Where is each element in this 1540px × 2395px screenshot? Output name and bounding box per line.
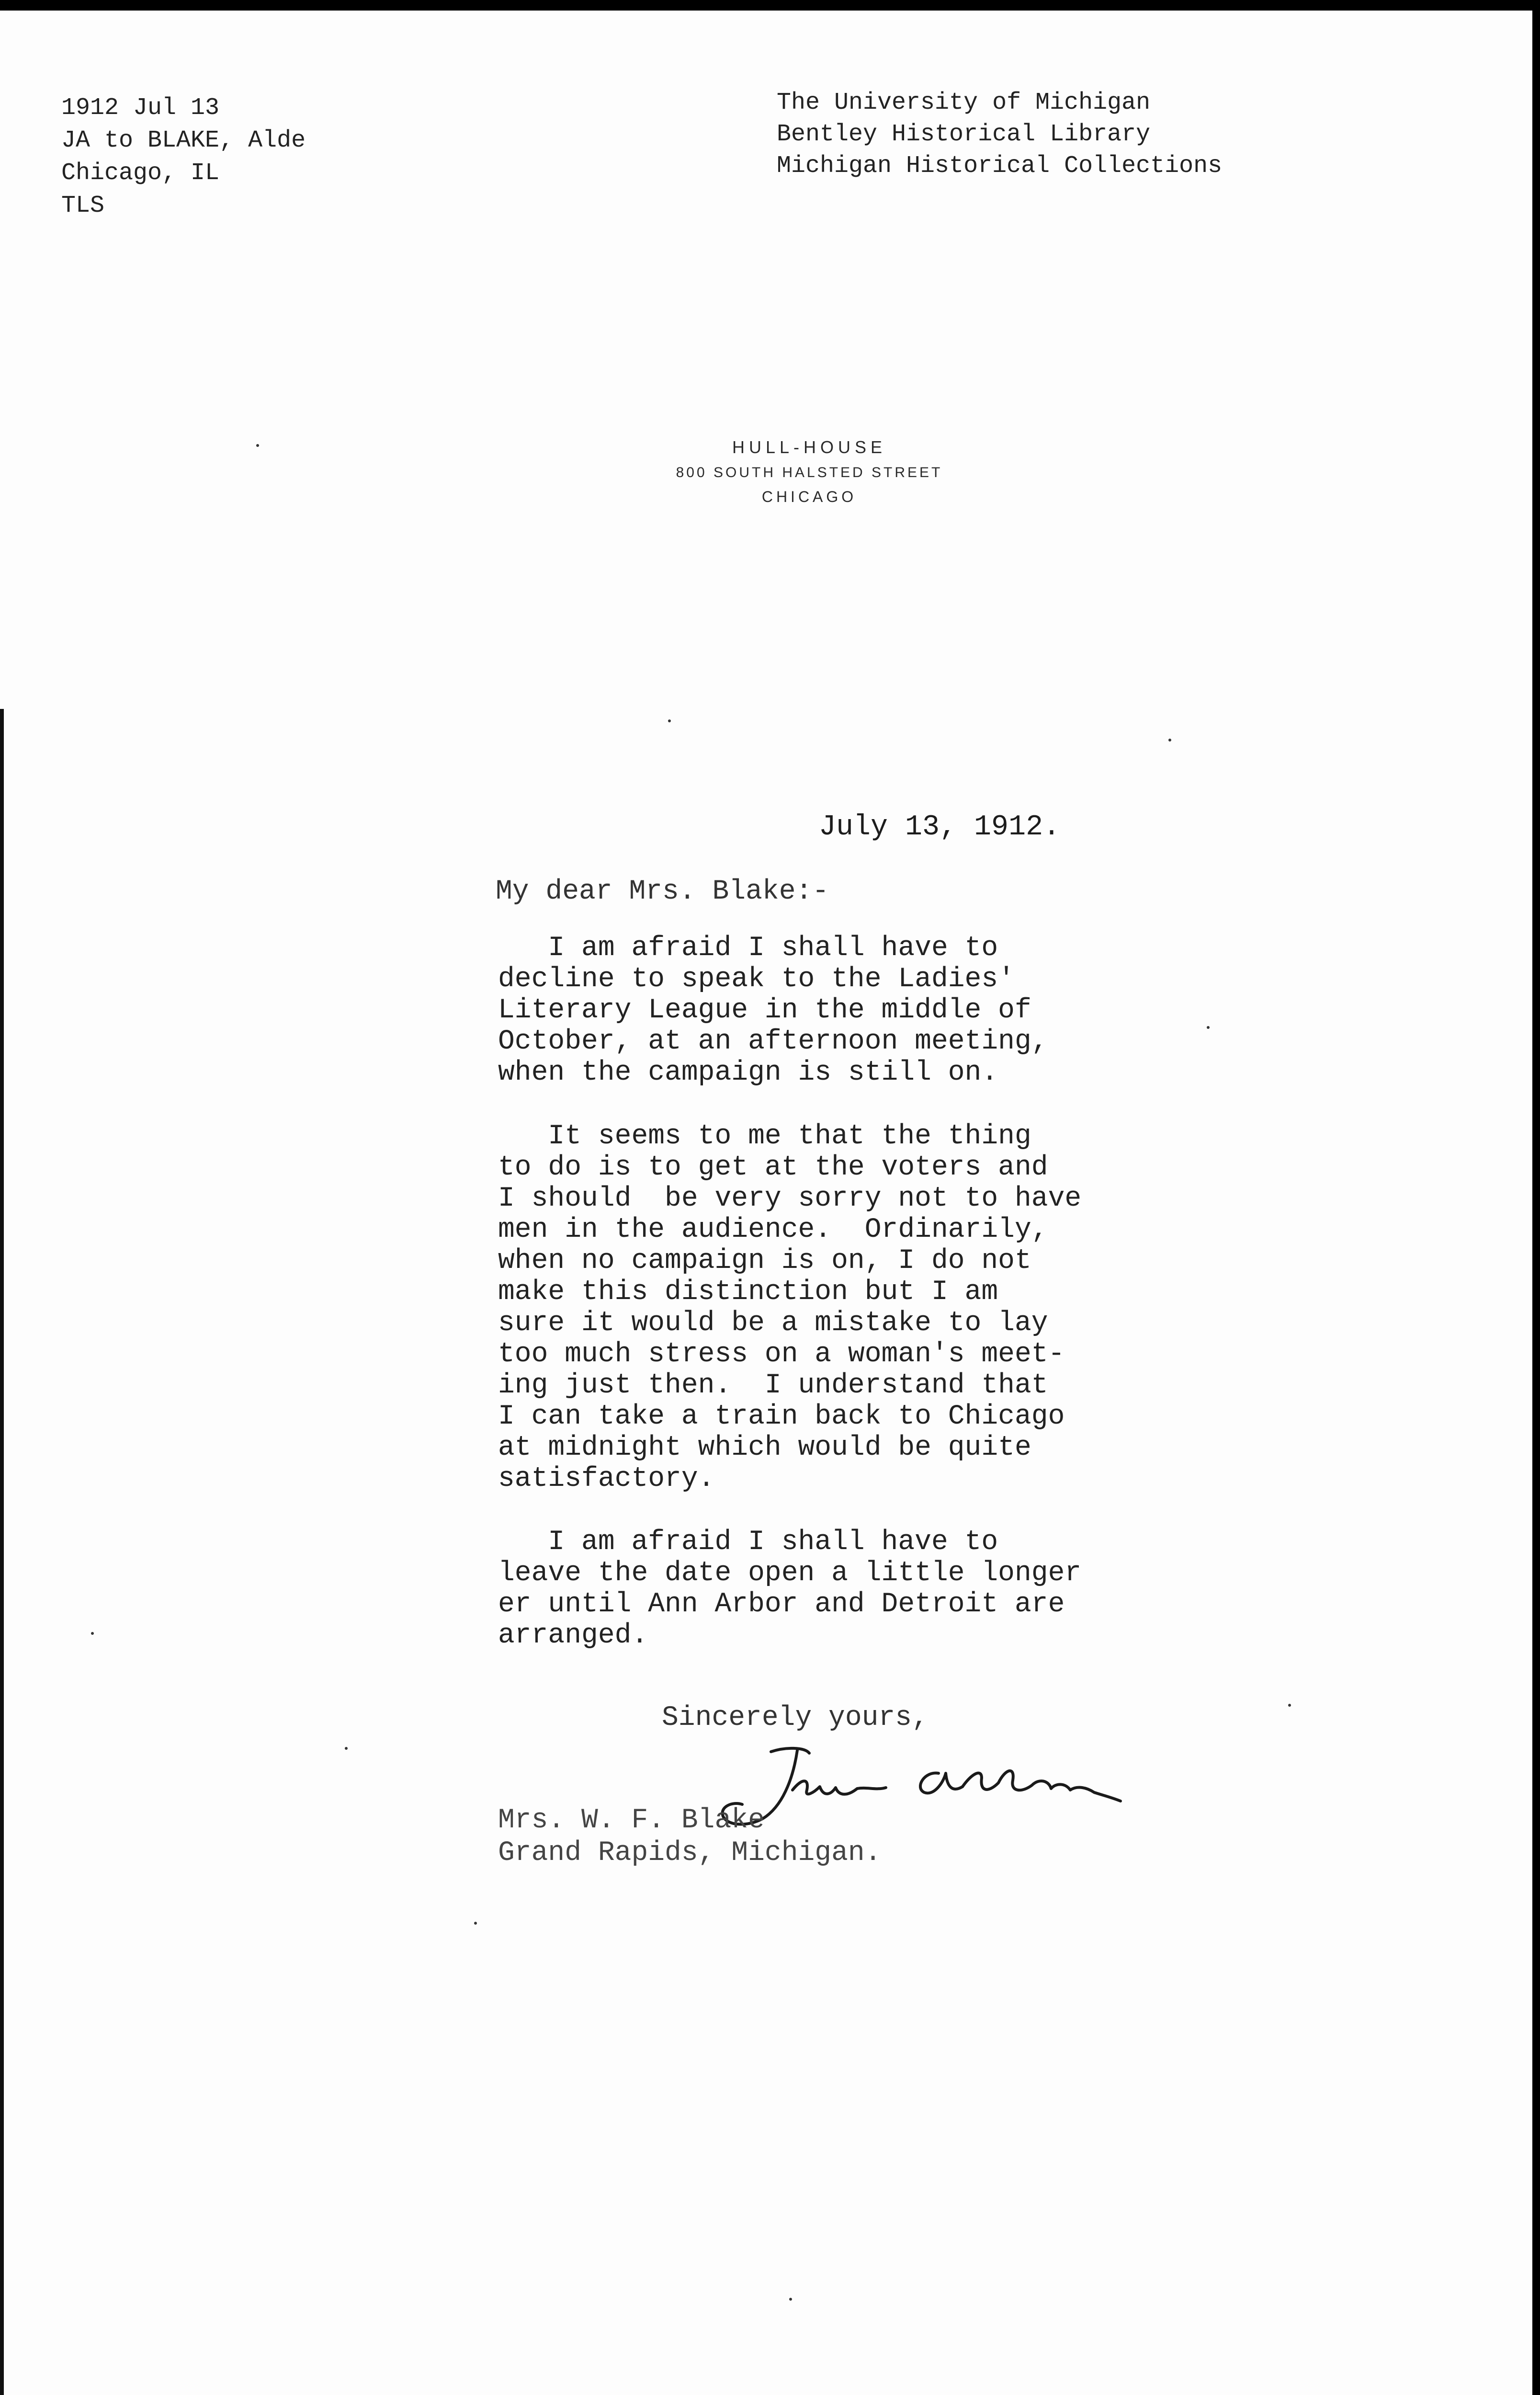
paragraph-3 — [498, 1527, 1168, 1651]
archival-line: Chicago, IL — [61, 160, 220, 187]
recipient-location: Grand Rapids, Michigan. — [498, 1837, 882, 1869]
paper-speck — [789, 2298, 792, 2301]
paper-speck — [345, 1747, 348, 1750]
paragraph-line: too much stress on a woman's meet- — [498, 1339, 1065, 1370]
paragraph-line: when the campaign is still on. — [498, 1057, 998, 1088]
letterhead — [637, 434, 982, 508]
paragraph-line: ing just then. I understand that — [498, 1370, 1048, 1401]
institution-line: Bentley Historical Library — [777, 121, 1151, 148]
letterhead-city: CHICAGO — [761, 488, 857, 505]
paper-speck — [474, 1922, 477, 1925]
paragraph-line: I am afraid I shall have to — [498, 933, 998, 964]
archival-line: JA to BLAKE, Alde — [61, 127, 306, 154]
paper-speck — [1288, 1704, 1291, 1707]
institution-stamp — [777, 87, 1222, 182]
paper-speck — [91, 1632, 94, 1635]
recipient-address — [498, 1804, 882, 1870]
letter-date: July 13, 1912. — [819, 811, 1061, 844]
paper-speck — [1168, 739, 1171, 741]
paper-speck — [256, 444, 259, 447]
paragraph-line: I should be very sorry not to have — [498, 1183, 1082, 1214]
paper-speck — [668, 719, 671, 722]
paragraph-line: decline to speak to the Ladies' — [498, 964, 1015, 995]
institution-line: Michigan Historical Collections — [777, 152, 1223, 180]
institution-line: The University of Michigan — [777, 89, 1151, 116]
recipient-name: Mrs. W. F. Blake — [498, 1805, 765, 1836]
paragraph-line: when no campaign is on, I do not — [498, 1245, 1031, 1277]
signature-ddams — [962, 1771, 1121, 1801]
signature-a — [920, 1773, 962, 1793]
paragraph-2 — [498, 1121, 1168, 1494]
paragraph-line: It seems to me that the thing — [498, 1121, 1031, 1152]
paragraph-line: er until Ann Arbor and Detroit are — [498, 1589, 1065, 1620]
paragraph-1 — [498, 933, 1168, 1088]
paragraph-line: men in the audience. Ordinarily, — [498, 1214, 1048, 1245]
paragraph-line: Literary League in the middle of — [498, 995, 1031, 1026]
signature-ane — [793, 1781, 886, 1794]
paragraph-line: sure it would be a mistake to lay — [498, 1308, 1048, 1339]
letter-page — [0, 11, 1532, 2395]
paragraph-line: arranged. — [498, 1620, 648, 1651]
paper-speck — [1207, 1026, 1210, 1029]
salutation: My dear Mrs. Blake:- — [496, 876, 829, 907]
paragraph-line: satisfactory. — [498, 1463, 715, 1494]
paragraph-line: October, at an afternoon meeting, — [498, 1026, 1048, 1057]
paragraph-line: I am afraid I shall have to — [498, 1527, 998, 1558]
paragraph-line: at midnight which would be quite — [498, 1432, 1031, 1463]
paragraph-line: leave the date open a little longer — [498, 1558, 1082, 1589]
closing: Sincerely yours, — [662, 1702, 929, 1734]
paragraph-line: I can take a train back to Chicago — [498, 1401, 1065, 1432]
paragraph-line: to do is to get at the voters and — [498, 1152, 1048, 1183]
archival-line: 1912 Jul 13 — [61, 94, 220, 122]
archival-line: TLS — [61, 192, 105, 219]
archival-note — [61, 92, 306, 222]
letterhead-name: HULL-HOUSE — [732, 437, 887, 457]
letterhead-street: 800 SOUTH HALSTED STREET — [676, 465, 943, 480]
paragraph-line: make this distinction but I am — [498, 1277, 998, 1308]
scan-edge — [0, 709, 4, 2395]
